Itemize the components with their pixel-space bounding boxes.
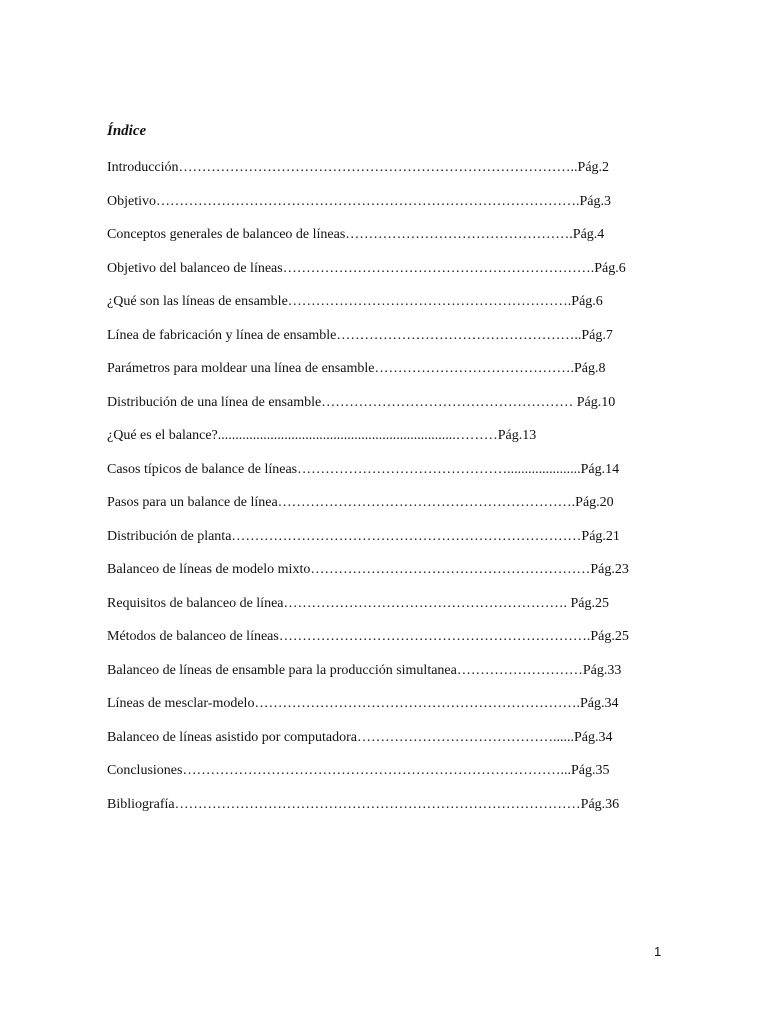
toc-entry xyxy=(107,761,667,795)
toc-page-ref: Pág.3 xyxy=(579,193,611,209)
toc-entry-label: ¿Qué son las líneas de ensamble xyxy=(107,294,288,309)
toc-page-ref: Pág.23 xyxy=(590,562,629,577)
toc-entry-label: Balanceo de líneas asistido por computadora xyxy=(107,729,357,745)
toc-entry xyxy=(107,661,667,695)
toc-leader-dots: …………………………………………………… xyxy=(310,562,591,577)
toc-page-ref: Pág.21 xyxy=(581,528,620,544)
toc-entry-label: Balanceo de líneas de modelo mixto xyxy=(107,562,311,577)
toc-entry-label: Línea de fabricación y línea de ensamble xyxy=(107,327,337,343)
toc-entry-label: Objetivo del balanceo de líneas xyxy=(107,260,283,276)
toc-entry-label: Balanceo de líneas de ensamble para la producción simultanea xyxy=(107,662,457,678)
toc-leader-dots: ....................................................................……… xyxy=(217,428,498,443)
toc-entry xyxy=(107,728,667,762)
toc-page-ref: Pág.13 xyxy=(497,428,537,443)
toc-leader-dots: …………………………………………………………. xyxy=(278,629,591,644)
toc-page-ref: Pág.7 xyxy=(581,327,613,343)
toc-leader-dots: …………………………………………………………. xyxy=(282,260,595,276)
toc-leader-dots: …………………………………………….. xyxy=(336,327,582,343)
toc-page-ref: Pág.6 xyxy=(594,260,626,276)
toc-page-ref: Pág.34 xyxy=(579,696,619,711)
toc-leader-dots: ………………………………………………………………………………. xyxy=(156,193,580,209)
toc-entry-label: Introducción xyxy=(107,160,179,175)
toc-entry xyxy=(107,527,667,561)
toc-entry xyxy=(107,795,667,829)
toc-entry xyxy=(107,225,667,259)
toc-entry xyxy=(107,594,667,628)
toc-leader-dots: ………………………………………………………………… xyxy=(231,528,582,544)
toc-entry xyxy=(107,259,667,293)
toc-page-ref: Pág.8 xyxy=(573,361,606,376)
toc-page-ref: Pág.34 xyxy=(573,729,613,745)
toc-entry xyxy=(107,426,667,460)
toc-entry xyxy=(107,460,667,494)
toc-entry-label: Parámetros para moldear una línea de ensamble xyxy=(107,361,375,376)
toc-entry xyxy=(107,326,667,360)
toc-leader-dots: ……………………………………………… xyxy=(321,394,577,410)
toc-page-ref: Pág.4 xyxy=(572,227,605,242)
toc-entry-label: Distribución de planta xyxy=(107,528,232,544)
table-of-contents xyxy=(107,158,667,828)
toc-page-ref: Pág.25 xyxy=(570,595,609,611)
toc-leader-dots: …………………………………………. xyxy=(345,227,573,242)
toc-entry xyxy=(107,393,667,427)
toc-page-ref: Pág.33 xyxy=(582,662,622,678)
toc-entry xyxy=(107,192,667,226)
toc-leader-dots: ………………………………………………………………………... xyxy=(182,763,571,778)
page-number: 1 xyxy=(654,944,662,959)
toc-entry-label: Distribución de una línea de ensamble xyxy=(107,394,322,410)
toc-page-ref: Pág.36 xyxy=(580,796,620,812)
toc-entry xyxy=(107,560,667,594)
toc-entry-label: Métodos de balanceo de líneas xyxy=(107,629,279,644)
toc-leader-dots: …………………………………………………………………………… xyxy=(174,796,581,812)
toc-page-ref: Pág.10 xyxy=(576,394,616,410)
toc-leader-dots: ………………………………………………………………………….. xyxy=(178,160,578,175)
toc-page-ref: Pág.6 xyxy=(571,294,603,309)
toc-leader-dots: ……………………………………………………. xyxy=(287,294,572,309)
toc-leader-dots: ……………………………………………………. xyxy=(283,595,571,611)
toc-leader-dots: ………………………………………………………. xyxy=(277,495,576,510)
toc-leader-dots: ……………………………………. xyxy=(374,361,574,376)
toc-page-ref: Pág.35 xyxy=(570,763,610,778)
toc-leader-dots: ……………………………………………………………. xyxy=(254,696,580,711)
toc-entry-label: Conclusiones xyxy=(107,763,183,778)
toc-leader-dots: ………………………………………..................... xyxy=(297,461,581,477)
toc-entry xyxy=(107,292,667,326)
toc-leader-dots: ……………………… xyxy=(456,662,583,678)
toc-entry-label: Requisitos de balanceo de línea xyxy=(107,595,284,611)
toc-entry-label: Pasos para un balance de línea xyxy=(107,495,278,510)
toc-entry-label: Líneas de mesclar-modelo xyxy=(107,696,255,711)
toc-page-ref: Pág.20 xyxy=(575,495,614,510)
toc-page-ref: Pág.14 xyxy=(580,461,620,477)
toc-entry xyxy=(107,158,667,192)
toc-entry xyxy=(107,627,667,661)
toc-entry xyxy=(107,493,667,527)
toc-entry-label: Conceptos generales de balanceo de líneas xyxy=(107,227,346,242)
toc-leader-dots: ……………………………………...... xyxy=(356,729,574,745)
toc-page-ref: Pág.25 xyxy=(590,629,629,644)
toc-entry xyxy=(107,359,667,393)
toc-entry xyxy=(107,694,667,728)
toc-entry-label: ¿Qué es el balance? xyxy=(107,428,218,443)
toc-page-ref: Pág.2 xyxy=(577,160,610,175)
toc-title: Índice xyxy=(107,123,147,139)
toc-entry-label: Bibliografía xyxy=(107,796,175,812)
toc-entry-label: Objetivo xyxy=(107,193,156,209)
toc-entry-label: Casos típicos de balance de líneas xyxy=(107,461,298,477)
